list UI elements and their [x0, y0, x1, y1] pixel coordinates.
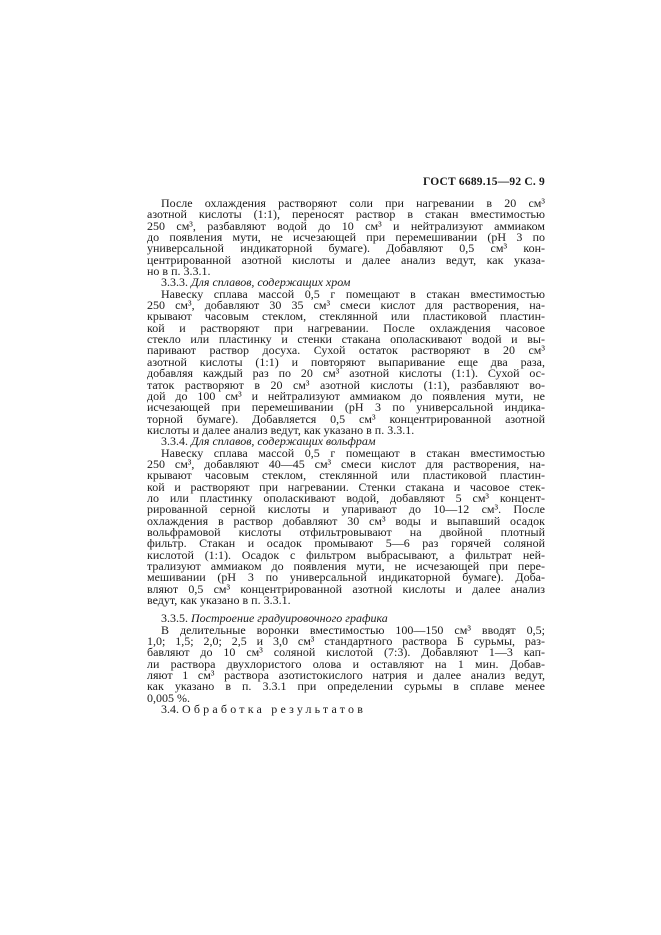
text-line: но в п. 3.3.1.: [147, 264, 211, 279]
text-line: охлаждения в раствор добавляют 30 см³ воды и выпавший осадок: [147, 513, 545, 528]
text-line: 250 см³, добавляют 40—45 см³ смеси кислот для растворения, на-: [147, 456, 545, 471]
paragraph: [147, 286, 545, 437]
section-title: Построение градуировочного графика: [191, 611, 388, 626]
text-line: 250 см³, добавляют 30 35 см³ смеси кислот для растворения, на-: [147, 298, 545, 313]
page-header: ГОСТ 6689.15—92 С. 9: [422, 176, 545, 188]
text-line: После охлаждения растворяют соли при нагревании в 20 см³: [161, 196, 545, 210]
text-line: азотной кислоты (1:1), переносят раствор в стакан вместимостью: [147, 207, 545, 222]
text-line: кой и растворяют при нагревании. Стенки стакана и часовое стек-: [147, 479, 545, 494]
document-body: [147, 198, 545, 715]
text-line: до появления мути, не исчезающей при перемешивании (pH 3 по: [147, 230, 545, 245]
text-line: 0,005 %.: [147, 690, 190, 705]
paragraph: [147, 622, 545, 705]
text-line: стекло или пластинку и стенки стакана ополаскивают водой и вы-: [147, 332, 545, 347]
paragraph: [147, 198, 545, 277]
text-line: ли раствора двухлористого олова и оставляют на 1 мин. Добав-: [147, 656, 545, 671]
section-heading: [147, 704, 545, 715]
text-line: крывают часовым стеклом, стеклянной или пластиковой пластин-: [147, 468, 545, 483]
text-line: вольфрамовой кислоты отфильтровывают на двойной плотный: [147, 524, 545, 539]
text-line: Навеску сплава массой 0,5 г помещают в стакан вместимостью: [161, 286, 545, 301]
text-line: 1,0; 1,5; 2,0; 2,5 и 3,0 см³ стандартного раствора Б сурьмы, раз-: [147, 634, 545, 649]
text-line: исчезающей при перемешивании (pH 3 по универсальной индика-: [147, 400, 545, 415]
text-line: кислотой (1:1). Осадок с фильтром выбрасывают, а фильтрат ней-: [147, 547, 545, 562]
section-number: 3.4.: [161, 702, 179, 717]
text-line: крывают часовым стеклом, стеклянной или пластиковой пластин-: [147, 309, 545, 324]
text-line: ло или пластинку ополаскивают водой, добавляют 5 см³ концент-: [147, 490, 545, 505]
text-line: фильтр. Стакан и осадок промывают 5—6 раз горячей соляной: [147, 536, 545, 551]
text-line: кой и растворяют при нагревании. После охлаждения часовое: [147, 320, 545, 335]
text-line: вляют 0,5 см³ концентрированной азотной кислоты и далее анализ: [147, 581, 545, 596]
text-line: 250 см³, разбавляют водой до 10 см³ и нейтрализуют аммиаком: [147, 218, 545, 233]
text-line: Навеску сплава массой 0,5 г помещают в стакан вместимостью: [161, 445, 545, 460]
section-title: Для сплавов, содержащих хром: [191, 275, 351, 290]
text-line: торной бумаге). Добавляется 0,5 см³ концентрированной азотной: [147, 411, 545, 426]
text-line: кислоты и далее анализ ведут, как указано в п. 3.3.1.: [147, 422, 415, 437]
section-number: 3.3.5.: [161, 611, 188, 626]
text-line: азотной кислоты (1:1) и повторяют выпаривание еще два раза,: [147, 354, 545, 369]
text-line: ведут, как указано в п. 3.3.1.: [147, 593, 291, 608]
text-line: паривают раствор досуха. Сухой остаток растворяют в 20 см³: [147, 343, 545, 358]
text-line: рированной серной кислоты и упаривают до 10—12 см³. После: [147, 502, 545, 517]
section-title: Обработка результатов: [182, 702, 367, 717]
text-line: как указано в п. 3.3.1 при определении сурьмы в сплаве менее: [147, 679, 545, 694]
section-number: 3.3.3.: [161, 275, 188, 290]
text-line: В делительные воронки вместимостью 100—150 см³ вводят 0,5;: [161, 622, 545, 637]
text-line: таток растворяют в 20 см³ азотной кислоты (1:1), разбавляют во-: [147, 377, 545, 392]
section-title: Для сплавов, содержащих вольфрам: [191, 434, 376, 449]
section-number: 3.3.4.: [161, 434, 188, 449]
text-line: бавляют до 10 см³ соляной кислотой (7:3). Добавляют 1—3 кап-: [147, 645, 545, 660]
text-line: универсальной индикаторной бумаге). Добавляют 0,5 см³ кон-: [147, 241, 545, 256]
paragraph: [147, 445, 545, 608]
text-line: дой до 100 см³ и нейтрализуют аммиаком до появления мути, не: [147, 388, 545, 403]
text-line: добавляя каждый раз по 20 см³ азотной кислоты (1:1). Сухой ос-: [147, 366, 545, 381]
text-line: ляют 1 см³ раствора азотистокислого натрия и далее анализ ведут,: [147, 668, 545, 683]
text-line: мешивании (pH 3 по универсальной индикаторной бумаге). Доба-: [147, 570, 545, 585]
text-line: центрированной азотной кислоты и далее анализ ведут, как указа-: [147, 252, 545, 267]
text-line: трализуют аммиаком до появления мути, не исчезающей при пере-: [147, 559, 545, 573]
